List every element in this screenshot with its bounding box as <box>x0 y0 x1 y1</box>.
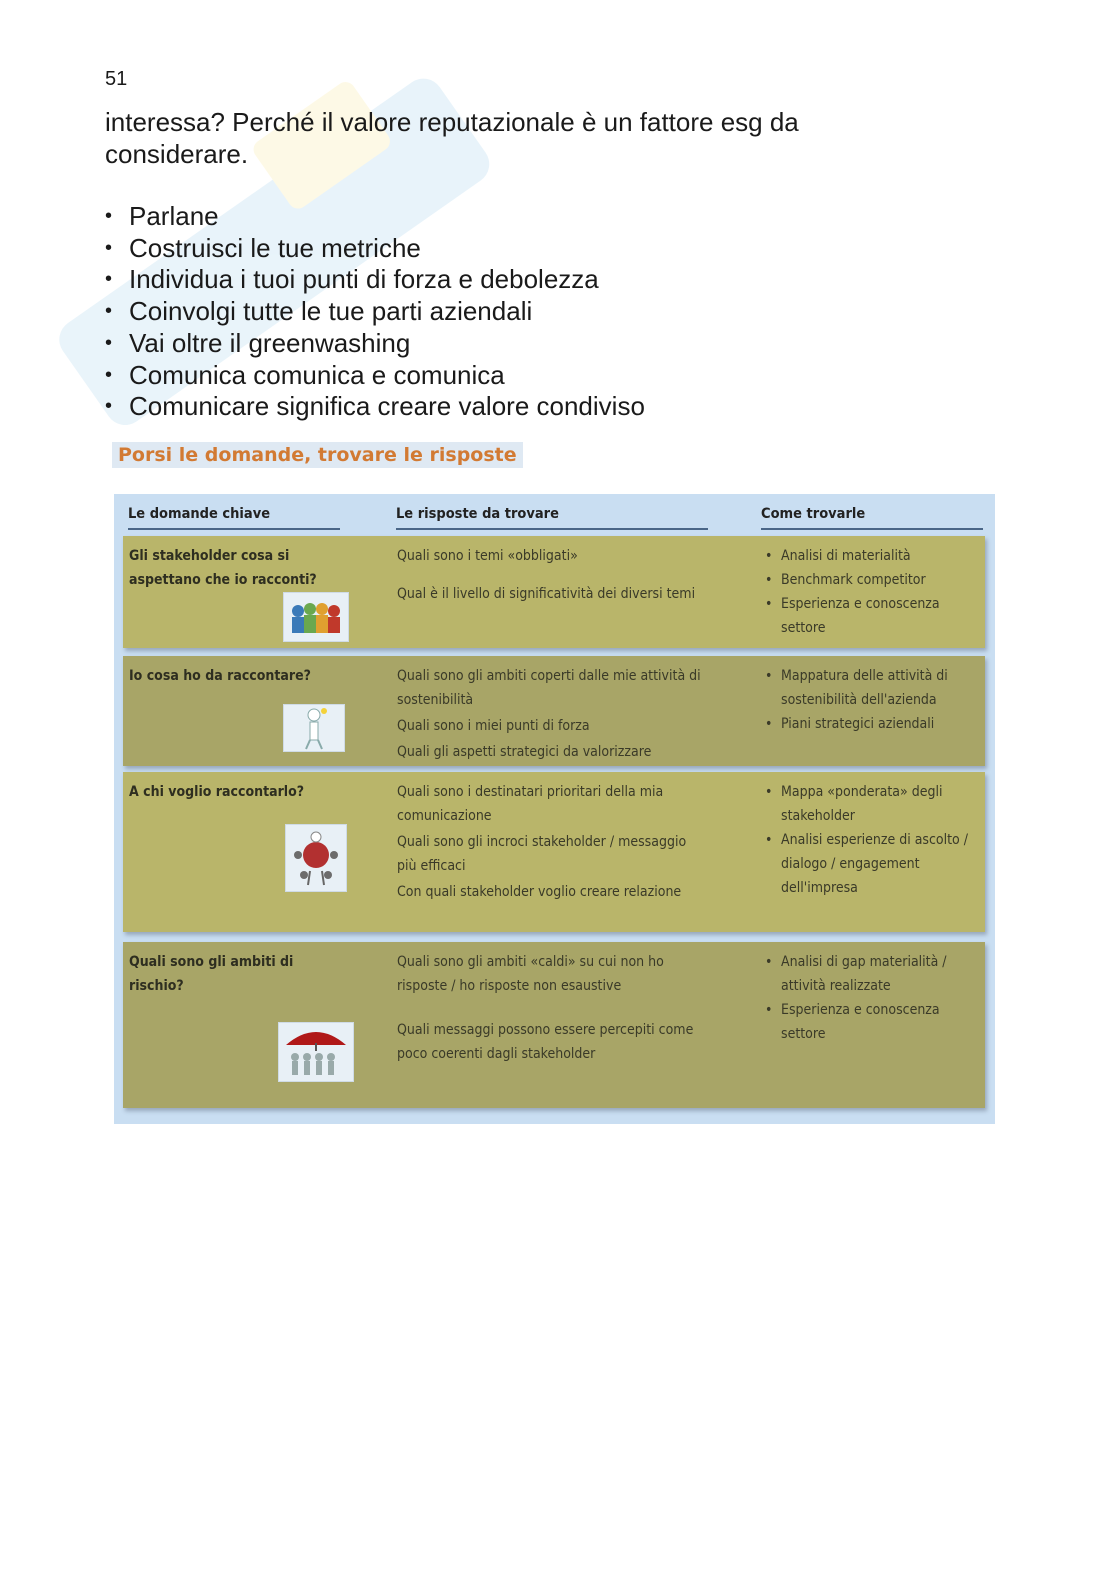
bullet-list <box>105 201 645 423</box>
row-answers <box>397 544 707 606</box>
how-item: • Mappa «ponderata» degli stakeholder <box>763 780 978 828</box>
how-item: • Esperienza e conoscenza settore <box>763 998 978 1046</box>
answer-text: Quali sono i miei punti di forza <box>397 718 590 734</box>
row-how-list <box>763 664 978 736</box>
figure-idea-icon <box>283 704 345 752</box>
how-item: • Benchmark competitor <box>763 568 978 592</box>
how-item: • Analisi esperienze di ascolto / dialogo / engagement dell'impresa <box>763 828 978 900</box>
answer-text: Quali gli aspetti strategici da valorizzare <box>397 744 652 760</box>
people-group-icon <box>283 592 349 642</box>
table-row <box>123 772 985 932</box>
page-number: 51 <box>105 68 128 90</box>
row-question: Quali sono gli ambiti di rischio? <box>129 954 294 994</box>
answer-text: Quali sono gli incroci stakeholder / messaggio più efficaci <box>397 834 687 874</box>
row-question: Io cosa ho da raccontare? <box>129 668 311 684</box>
bullet-item: • Comunica comunica e comunica <box>105 360 645 392</box>
row-answers <box>397 780 707 904</box>
answer-text: Qual è il livello di significatività dei diversi temi <box>397 586 696 602</box>
bullet-item: • Costruisci le tue metriche <box>105 233 645 265</box>
table-row <box>123 942 985 1108</box>
bullet-item: • Individua i tuoi punti di forza e debolezza <box>105 264 645 296</box>
network-figure-icon <box>285 824 347 892</box>
how-item: • Analisi di gap materialità / attività realizzate <box>763 950 978 998</box>
bullet-item: • Comunicare significa creare valore condiviso <box>105 391 645 423</box>
how-item: • Mappatura delle attività di sostenibilità dell'azienda <box>763 664 978 712</box>
umbrella-group-icon <box>278 1022 354 1082</box>
how-item: • Analisi di materialità <box>763 544 978 568</box>
row-question: Gli stakeholder cosa si aspettano che io racconti? <box>129 548 317 588</box>
answer-text: Con quali stakeholder voglio creare relazione <box>397 884 682 900</box>
bullet-item: • Parlane <box>105 201 645 233</box>
answer-text: Quali sono gli ambiti coperti dalle mie attività di sostenibilità <box>397 668 701 708</box>
row-how-list <box>763 544 978 640</box>
header-how: Come trovarle <box>761 502 983 530</box>
table-row <box>123 656 985 766</box>
header-answers: Le risposte da trovare <box>396 502 708 530</box>
row-answers <box>397 664 707 764</box>
table-row <box>123 536 985 648</box>
header-key-questions: Le domande chiave <box>128 502 340 530</box>
bullet-item: • Coinvolgi tutte le tue parti aziendali <box>105 296 645 328</box>
row-how-list <box>763 780 978 900</box>
row-how-list <box>763 950 978 1046</box>
answer-text: Quali sono i temi «obbligati» <box>397 548 578 564</box>
bullet-item: • Vai oltre il greenwashing <box>105 328 645 360</box>
how-item: • Esperienza e conoscenza settore <box>763 592 978 640</box>
intro-paragraph: interessa? Perché il valore reputazionale è un fattore esg da considerare. <box>105 107 799 169</box>
answer-text: Quali sono i destinatari prioritari della mia comunicazione <box>397 784 664 824</box>
answer-text: Quali messaggi possono essere percepiti come poco coerenti dagli stakeholder <box>397 1022 694 1062</box>
slide-table <box>114 494 995 1124</box>
row-question: A chi voglio raccontarlo? <box>129 784 305 800</box>
slide-title: Porsi le domande, trovare le risposte <box>112 442 523 468</box>
answer-text: Quali sono gli ambiti «caldi» su cui non ho risposte / ho risposte non esaustive <box>397 954 664 994</box>
how-item: • Piani strategici aziendali <box>763 712 978 736</box>
row-answers <box>397 950 707 1066</box>
